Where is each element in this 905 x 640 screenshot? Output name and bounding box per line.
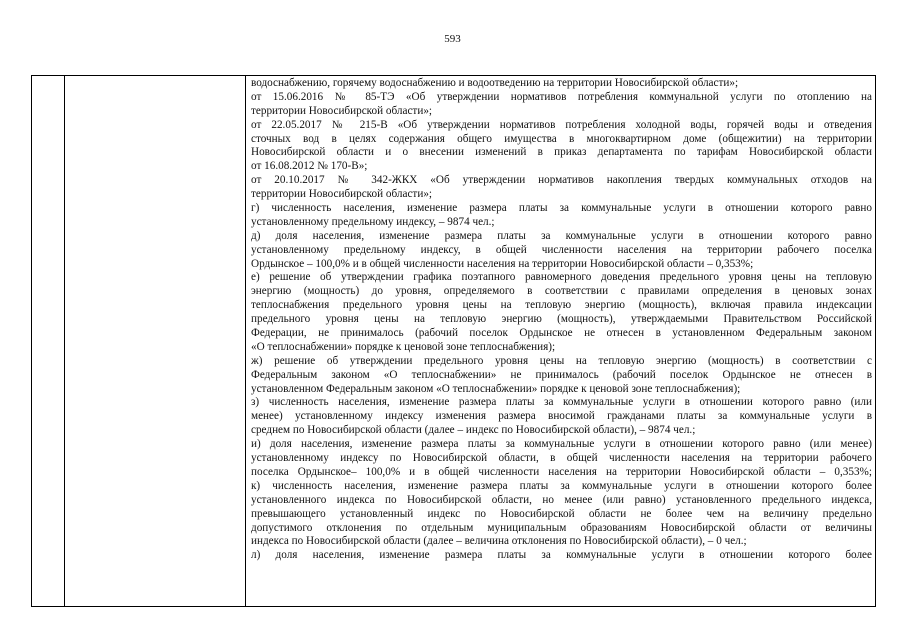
text-line: от 16.08.2012 № 170-В»; [251, 160, 368, 173]
text-line: и) доля населения, изменение размера платы за коммунальные услуги в отношении которого равно (или менее) [251, 438, 872, 451]
text-line: к) численность населения, изменение размера платы за коммунальные услуги в отношении которого более [251, 479, 872, 492]
text-line: з) численность населения, изменение размера платы за коммунальные услуги в отношении которого равно (или [251, 396, 872, 409]
text-line: от 20.10.2017 № 342-ЖКХ «Об утверждении нормативов накопления твердых коммунальных отходов на [251, 174, 872, 187]
text-line: установленному индексу по Новосибирской области, в общей численности населения на территории рабочего [251, 452, 872, 465]
text-line: «О теплоснабжении» порядке к ценовой зоне теплоснабжения); [251, 340, 556, 353]
text-line: установленному предельному индексу, в общей численности населения на территории рабочего поселка [251, 243, 872, 256]
text-line: от 22.05.2017 № 215-В «Об утверждении нормативов потребления холодной воды, горячей воды и отведения [251, 118, 872, 131]
text-line: установленного индекса по Новосибирской области, но менее (или равно) установленного предельного индекса, [251, 493, 872, 506]
text-line: менее) установленному индексу изменения размера вносимой гражданами платы за коммунальные услуги в [251, 410, 872, 423]
text-line: территории Новосибирской области»; [251, 188, 433, 201]
text-line: Ордынское – 100,0% и в общей численности населения на территории Новосибирской области – 0,353%; [251, 257, 754, 270]
column-divider-2 [245, 76, 246, 606]
text-line: от 15.06.2016 № 85-ТЭ «Об утверждении нормативов потребления коммунальной услуги по отоплению на [251, 90, 872, 103]
text-line: е) решение об утверждении графика поэтапного равномерного доведения предельного уровня цены на тепловую [251, 271, 872, 284]
column-divider-1 [64, 76, 65, 606]
text-line: г) численность населения, изменение размера платы за коммунальные услуги в отношении которого равно [251, 202, 872, 215]
text-line: сточных вод в целях содержания общего имущества в многоквартирном доме (общежитии) на территории [251, 132, 872, 145]
text-line: поселка Ордынское– 100,0% и в общей численности населения на территории Новосибирской области – 0,353%; [251, 465, 872, 478]
text-line: Федеральным законом «О теплоснабжении» не принималось (рабочий поселок Ордынское не отнесен в [251, 368, 872, 381]
text-line: энергию (мощность) до уровня, определяемого в соответствии с правилами определения в ценовых зонах [251, 285, 872, 298]
text-line: теплоснабжения предельного уровня цены на тепловую энергию (мощность), включая правила индексации [251, 299, 872, 312]
text-line: превышающего установленный индекс по Новосибирской области не более чем на величину предельно [251, 507, 872, 520]
text-line: индекса по Новосибирской области (далее – величина отклонения по Новосибирской области), – 0 чел.; [251, 535, 747, 548]
text-line: Федерации, не принималось (рабочий поселок Ордынское не отнесен в установленном Федеральным законом [251, 327, 872, 340]
table-text-cell [251, 77, 872, 563]
text-line: л) доля населения, изменение размера платы за коммунальные услуги в отношении которого более [251, 549, 872, 562]
text-line: водоснабжению, горячему водоснабжению и водоотведению на территории Новосибирской области»; [251, 77, 739, 89]
text-line: допустимого отклонения по отдельным муниципальным образованиям Новосибирской области от величины [251, 521, 872, 534]
text-line: Новосибирской области и о внесении изменений в приказ департамента по тарифам Новосибирской области [251, 146, 872, 159]
text-line: предельного уровня цены на тепловую энергию (мощность), утверждаемыми Правительством Российской [251, 313, 872, 326]
text-line: установленному предельному индексу, – 9874 чел.; [251, 215, 495, 228]
document-table [31, 75, 876, 607]
text-line: д) доля населения, изменение размера платы за коммунальные услуги в отношении которого равно [251, 229, 872, 242]
text-line: территории Новосибирской области»; [251, 104, 433, 117]
text-line: среднем по Новосибирской области (далее – индекс по Новосибирской области), – 9874 чел.; [251, 424, 696, 437]
text-line: ж) решение об утверждении предельного уровня цены на тепловую энергию (мощность) в соответствии с [251, 354, 872, 367]
text-line: установленном Федеральным законом «О теплоснабжении» порядке к ценовой зоне теплоснабжения); [251, 382, 741, 395]
page-number: 593 [444, 33, 461, 45]
